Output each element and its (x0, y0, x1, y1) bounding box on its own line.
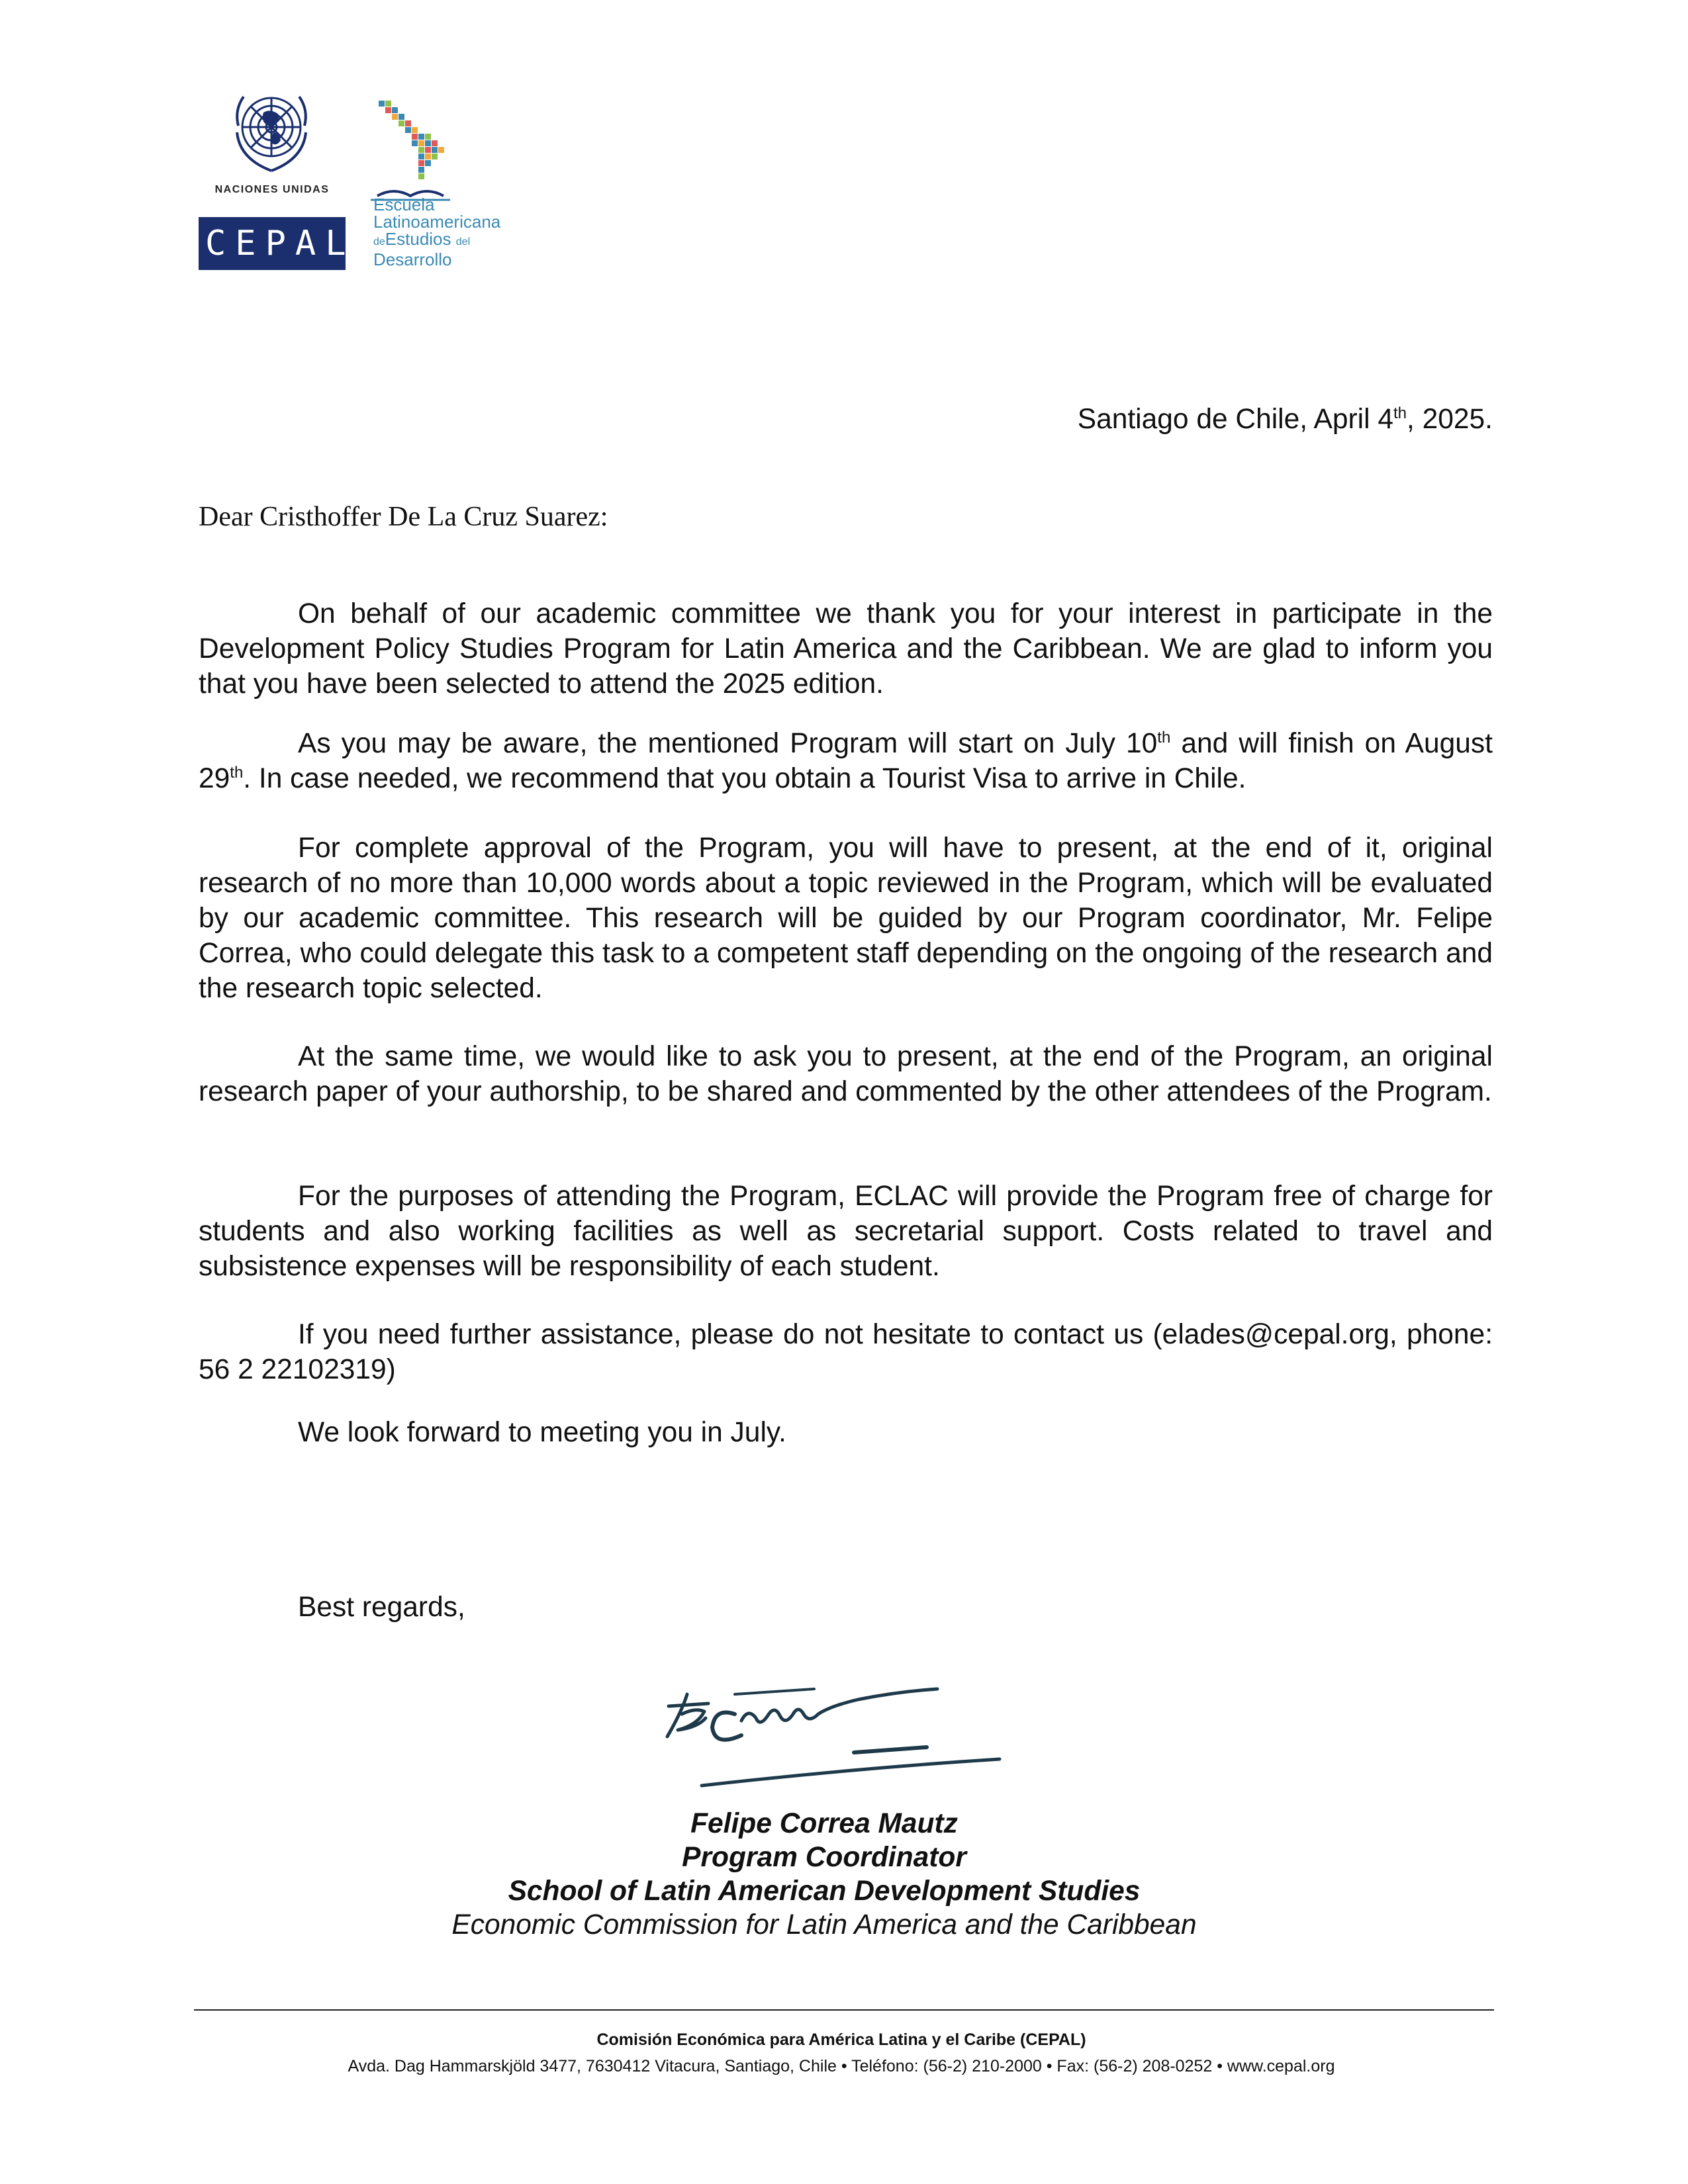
school-logo-line3 (373, 230, 500, 251)
signatory-organization: Economic Commission for Latin America and the Caribbean (451, 1909, 1197, 1940)
school-logo-del: del (455, 236, 471, 248)
paragraph-costs: For the purposes of attending the Program, ECLAC will provide the Program free of charge for students and also working facilities as well as secretarial support. Costs related to travel and subsistence expenses will be responsibility of each student. (199, 1181, 1493, 1282)
latin-america-map-icon (377, 97, 463, 189)
footer-address-text: Avda. Dag Hammarskjöld 3477, 7630412 Vitacura, Santiago, Chile • Teléfono: (56-2) 210-2000 • Fax: (56-2) 208-0252 • www.cepal.org (348, 2057, 1335, 2075)
signatory-school: School of Latin American Development Studies (508, 1876, 1141, 1907)
paragraph-dates (199, 726, 1493, 796)
date-year: , 2025. (1407, 404, 1493, 435)
salutation: Dear Cristhoffer De La Cruz Suarez: (199, 502, 608, 532)
dates-text-2: and will finish on August 29 (199, 728, 1493, 794)
dates-text-3: . In case needed, we recommend that you obtain a Tourist Visa to arrive in Chile. (243, 763, 1246, 794)
cepal-wordmark: CEPAL (199, 217, 346, 270)
paragraph-closing-remark: We look forward to meeting you in July. (298, 1417, 786, 1448)
un-label: NACIONES UNIDAS (214, 184, 330, 195)
signatory-title: Program Coordinator (682, 1842, 966, 1873)
paragraph-contact: If you need further assistance, please do not hesitate to contact us (elades@cepal.org, phone: 56 2 22102319) (199, 1319, 1493, 1385)
date-ordinal: th (1393, 404, 1407, 422)
footer-divider (194, 2009, 1494, 2011)
closing-salutation: Best regards, (298, 1592, 465, 1623)
dates-ordinal-1: th (1157, 728, 1171, 747)
footer-organization-text: Comisión Económica para América Latina y el Caribe (CEPAL) (596, 2030, 1086, 2049)
school-logo-line1: Escuela (373, 195, 435, 214)
paragraph-research-requirement: For complete approval of the Program, you will have to present, at the end of it, original research of no more than 10,000 words about a topic reviewed in the Program, which will be evaluated by our academic committee. This research will be guided by our Program coordinator, Mr. Felipe Correa, who could delegate this task to a competent staff depending on the ongoing of the research and the research topic selected. (199, 833, 1493, 1004)
school-logo-line2: Latinoamericana (373, 212, 501, 232)
handwritten-signature (655, 1674, 1033, 1807)
signatory-name: Felipe Correa Mautz (690, 1808, 958, 1839)
school-logo-line4: Desarrollo (373, 250, 452, 269)
school-logo (371, 97, 543, 275)
dates-ordinal-2: th (230, 763, 244, 782)
letter-date (1078, 402, 1493, 437)
date-text: Santiago de Chile, April 4 (1077, 404, 1393, 435)
footer-organization (0, 2030, 1688, 2050)
school-logo-de: de (373, 236, 385, 248)
footer-address (0, 2057, 1688, 2076)
dates-text-1: As you may be aware, the mentioned Program will start on July 10 (298, 728, 1158, 759)
school-logo-estudios: Estudios (385, 229, 451, 249)
paragraph-acceptance: On behalf of our academic committee we thank you for your interest in participate in the Development Policy Studies Program for Latin America and the Caribbean. We are glad to inform you that you have been selected to attend the 2025 edition. (199, 598, 1493, 700)
un-emblem-icon (225, 86, 318, 179)
signature-block (0, 1807, 1688, 1942)
school-logo-text (373, 196, 500, 268)
paragraph-research-paper: At the same time, we would like to ask you to present, at the end of the Program, an original research paper of your authorship, to be shared and commented by the other attendees of the Program. (199, 1041, 1493, 1107)
